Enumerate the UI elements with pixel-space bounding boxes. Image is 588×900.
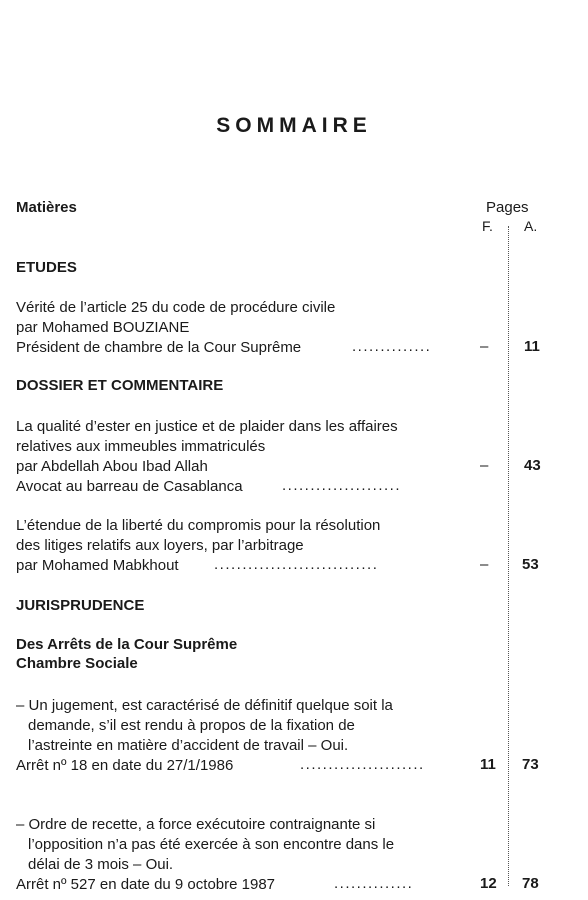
page-a: 11 (524, 338, 540, 355)
entry-line: – Ordre de recette, a force exécutoire contraignante si (16, 816, 376, 833)
entry-line: par Mohamed BOUZIANE (16, 319, 190, 336)
entry-line: Avocat au barreau de Casablanca (16, 478, 243, 495)
matieres-header: Matières (16, 199, 77, 216)
entry-line: par Mohamed Mabkhout (16, 557, 179, 574)
entry-line: délai de 3 mois – Oui. (28, 856, 174, 873)
section-dossier: DOSSIER ET COMMENTAIRE (16, 377, 224, 394)
entry-line: Arrêt nº 527 en date du 9 octobre 1987 (16, 876, 275, 893)
entry-line: Président de chambre de la Cour Suprême (16, 339, 302, 356)
subsection-subtitle: Chambre Sociale (16, 655, 138, 672)
col-a-header: A. (524, 218, 538, 234)
leader-dots: ............................. (214, 556, 379, 573)
entry-line: La qualité d’ester en justice et de plaider dans les affaires (16, 418, 398, 435)
page-title: SOMMAIRE (216, 114, 372, 137)
pages-header: Pages (486, 199, 529, 216)
page-a: 78 (522, 875, 539, 892)
entry-line: Arrêt nº 18 en date du 27/1/1986 (16, 757, 234, 774)
page-f: – (480, 457, 489, 474)
section-jurisprudence: JURISPRUDENCE (16, 597, 145, 614)
entry-line: l’astreinte en matière d’accident de travail – Oui. (28, 737, 349, 754)
entry-line: par Abdellah Abou Ibad Allah (16, 458, 208, 475)
page-f: – (480, 338, 489, 355)
col-f-header: F. (482, 218, 493, 234)
page-f: 12 (480, 875, 497, 892)
leader-dots: ..................... (282, 477, 402, 494)
subsection-title: Des Arrêts de la Cour Suprême (16, 636, 238, 653)
entry-line: l’opposition n’a pas été exercée à son encontre dans le (28, 836, 395, 853)
entry-line: des litiges relatifs aux loyers, par l’arbitrage (16, 537, 304, 554)
section-etudes: ETUDES (16, 259, 77, 276)
leader-dots: ...................... (300, 756, 425, 773)
leader-dots: .............. (334, 875, 414, 892)
page-a: 43 (524, 457, 541, 474)
entry-line: – Un jugement, est caractérisé de définitif quelque soit la (16, 697, 393, 714)
entry-line: L’étendue de la liberté du compromis pour la résolution (16, 517, 381, 534)
entry-line: relatives aux immeubles immatriculés (16, 438, 266, 455)
page-a: 53 (522, 556, 539, 573)
page-f: 11 (480, 756, 496, 773)
leader-dots: .............. (352, 338, 432, 355)
entry-line: demande, s’il est rendu à propos de la fixation de (28, 717, 355, 734)
column-separator (508, 226, 509, 886)
page-a: 73 (522, 756, 539, 773)
page-f: – (480, 556, 489, 573)
entry-line: Vérité de l’article 25 du code de procédure civile (16, 299, 336, 316)
